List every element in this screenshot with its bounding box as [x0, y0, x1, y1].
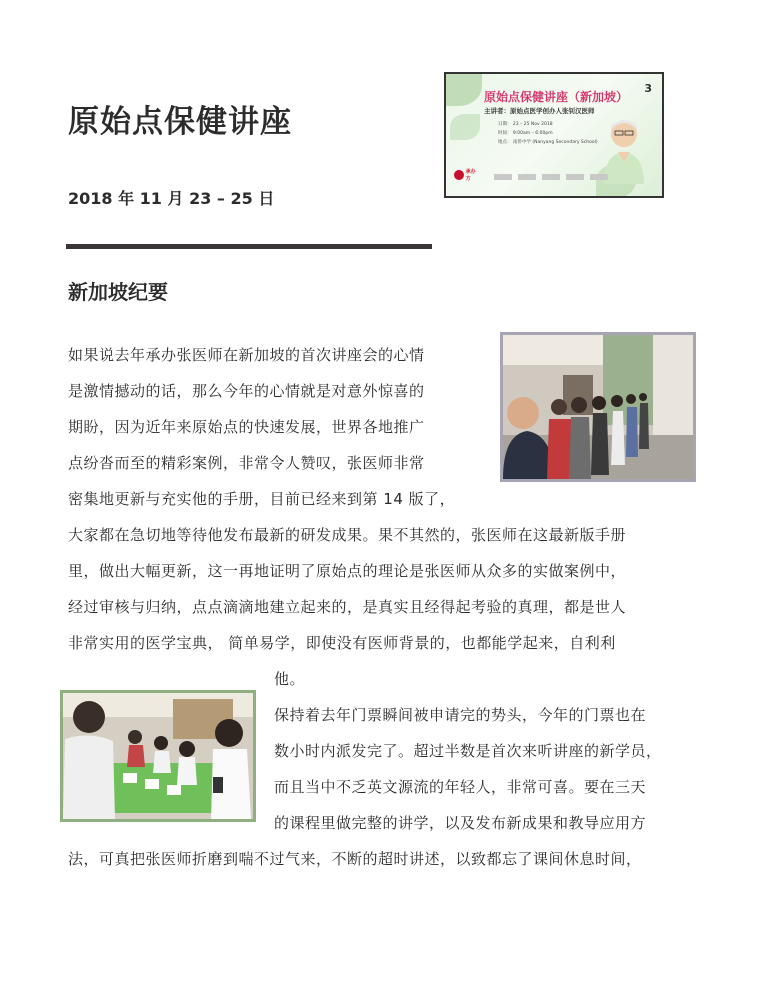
body-text-line: 数小时内派发完了。超过半数是首次来听讲座的新学员， [274, 742, 662, 760]
divider [66, 244, 432, 249]
body-text-line: 的课程里做完整的讲学，以及发布新成果和教导应用方 [274, 814, 647, 832]
registration-photo [60, 690, 256, 822]
body-text-line: 点纷沓而至的精彩案例，非常令人赞叹，张医师非常 [68, 454, 425, 472]
body-text-line: 期盼，因为近年来原始点的快速发展，世界各地推广 [68, 418, 425, 436]
body-text-line: 大家都在急切地等待他发布最新的研发成果。果不其然的，张医师在这最新版手册 [68, 526, 627, 544]
body-text-line: 保持着去年门票瞬间被申请完的势头，今年的门票也在 [274, 706, 647, 724]
body-text-line: 法，可真把张医师折磨到喘不过气来，不断的超时讲述，以致都忘了课间休息时间， [68, 850, 642, 868]
body-text-line: 密集地更新与充实他的手册，目前已经来到第 14 版了， [68, 490, 456, 508]
section-heading: 新加坡纪要 [68, 280, 168, 304]
body-text-line: 是激情撼动的话，那么今年的心情就是对意外惊喜的 [68, 382, 425, 400]
body-text-line: 他。 [274, 670, 306, 688]
poster-number: 3 [644, 82, 652, 95]
organizer-logo: 承办方 [454, 168, 480, 182]
queue-photo [500, 332, 696, 482]
poster-info: 日期： 23 – 25 Nov 2018 时间： 9:00am – 6:00pm 地点： 南侨中学 (Nanyang Secondary School) [498, 122, 598, 145]
body-text-line: 而且当中不乏英文源流的年轻人，非常可喜。要在三天 [274, 778, 647, 796]
poster-speaker: 主讲者：原始点医学创办人张钊汉医师 [484, 107, 595, 115]
event-poster-image [444, 72, 664, 198]
event-date: 2018 年 11 月 23 – 25 日 [68, 189, 275, 208]
page-title: 原始点保健讲座 [68, 104, 292, 140]
body-text-line: 如果说去年承办张医师在新加坡的首次讲座会的心情 [68, 346, 425, 364]
body-text-line: 里，做出大幅更新，这一再地证明了原始点的理论是张医师从众多的实做案例中， [68, 562, 627, 580]
sponsor-logos [494, 174, 608, 180]
body-text-line: 经过审核与归纳，点点滴滴地建立起来的，是真实且经得起考验的真理，都是世人 [68, 598, 627, 616]
body-text-line: 非常实用的医学宝典， 简单易学，即使没有医师背景的，也都能学起来，自利利 [68, 634, 616, 652]
poster-title: 原始点保健讲座（新加坡） [484, 90, 629, 104]
